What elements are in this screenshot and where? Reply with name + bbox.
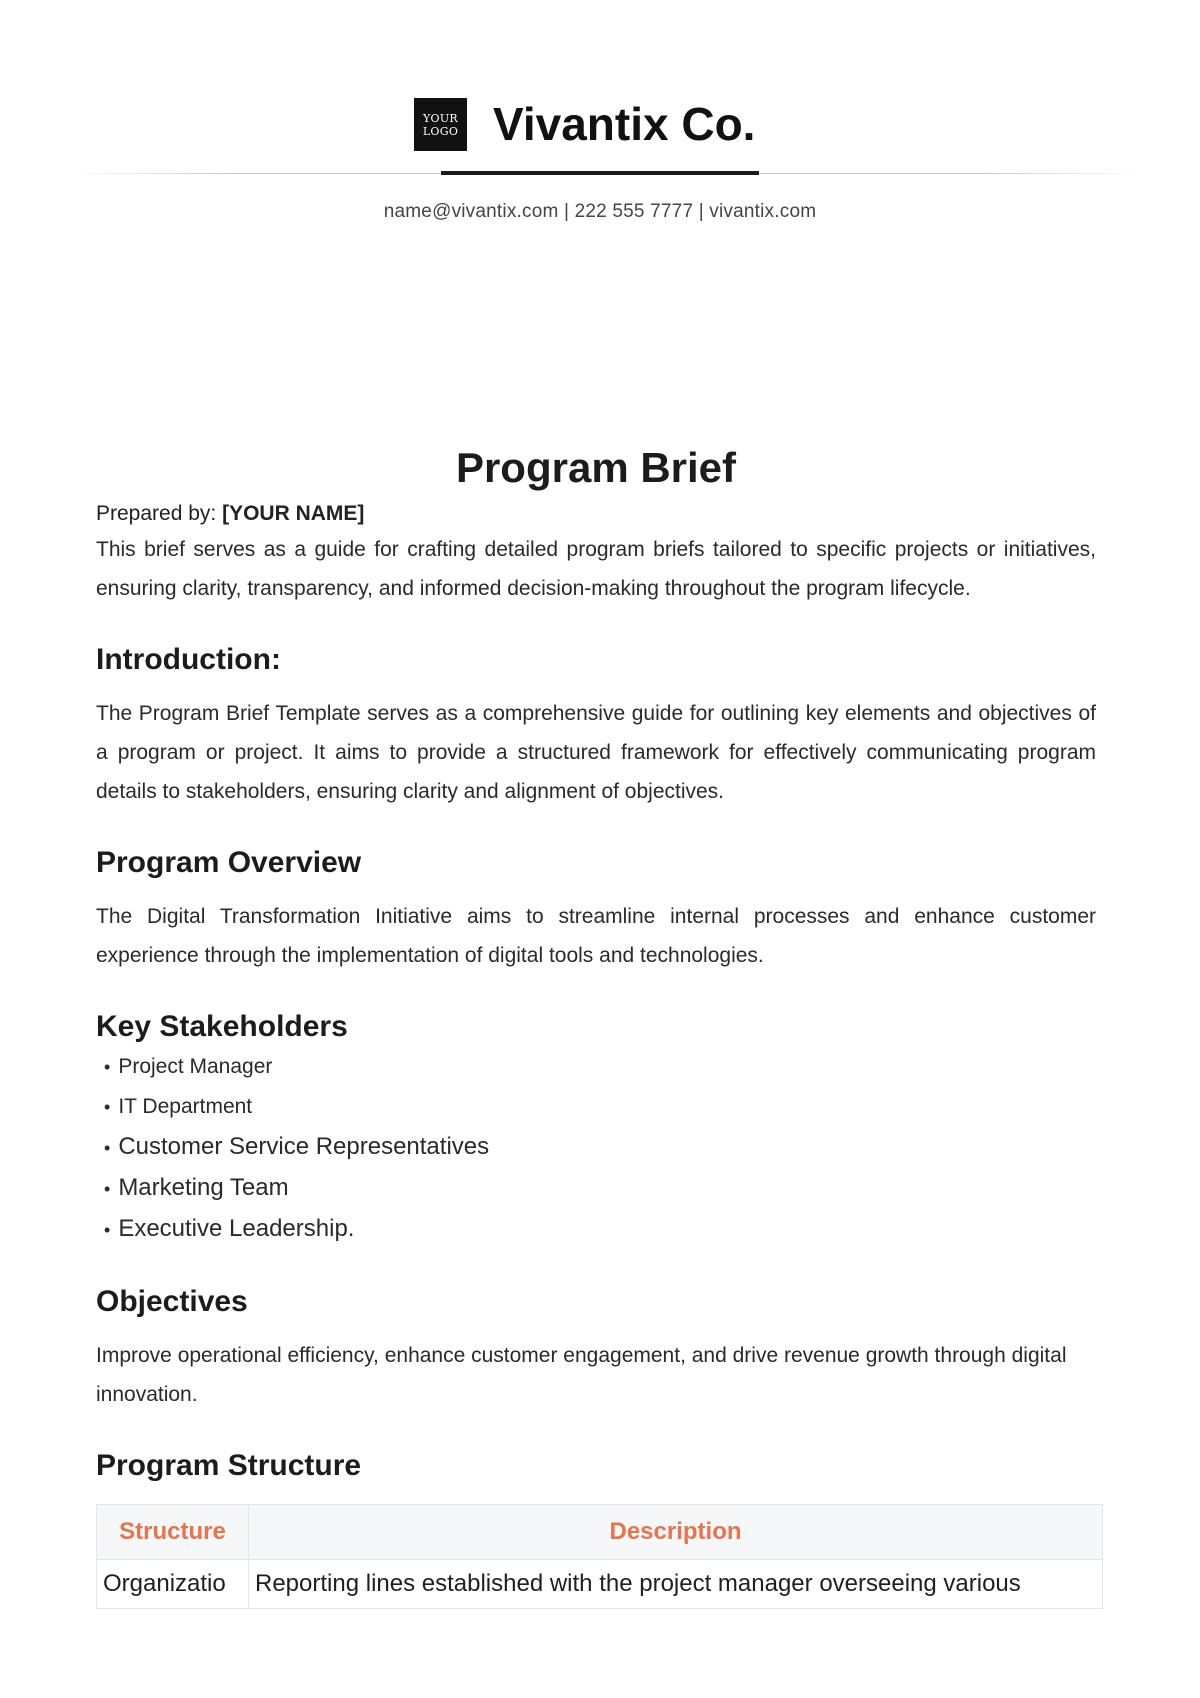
introduction-heading: Introduction: xyxy=(96,643,281,676)
bullet-icon: • xyxy=(104,1138,111,1158)
bullet-icon: • xyxy=(104,1179,111,1199)
logo-line-1: YOUR xyxy=(422,111,459,125)
stakeholder-label: Executive Leadership. xyxy=(118,1215,355,1242)
column-header-description: Description xyxy=(249,1505,1103,1560)
overview-heading: Program Overview xyxy=(96,846,362,879)
company-name: Vivantix Co. xyxy=(493,98,756,150)
bullet-icon: • xyxy=(104,1057,111,1077)
list-item xyxy=(104,1127,1096,1168)
table-cell-description: Reporting lines established with the project manager overseeing various xyxy=(249,1560,1103,1609)
objectives-heading: Objectives xyxy=(96,1285,248,1318)
table-row xyxy=(97,1560,1103,1609)
header-accent-bar xyxy=(441,171,759,175)
structure-table xyxy=(96,1504,1103,1609)
objectives-paragraph: Improve operational efficiency, enhance customer engagement, and drive revenue growth through digital innovation. xyxy=(96,1344,1067,1406)
letterhead xyxy=(0,90,1200,160)
bullet-icon: • xyxy=(104,1220,111,1240)
stakeholders-heading: Key Stakeholders xyxy=(96,1010,348,1043)
document-title: Program Brief xyxy=(455,444,737,491)
stakeholder-label: Marketing Team xyxy=(118,1174,289,1201)
summary-paragraph: This brief serves as a guide for crafting detailed program briefs tailored to specific projects or initiatives, ensuring clarity, transparency, and informed decision-making throughout the program lifecycle. xyxy=(96,538,1096,600)
bullet-icon: • xyxy=(104,1097,111,1117)
table-header-row xyxy=(97,1505,1103,1560)
prepared-by-label: Prepared by: xyxy=(96,502,217,525)
contact-line: name@vivantix.com | 222 555 7777 | vivantix.com xyxy=(383,201,817,222)
prepared-by-name: [YOUR NAME] xyxy=(222,502,365,525)
introduction-paragraph: The Program Brief Template serves as a comprehensive guide for outlining key elements and objectives of a program or project. It aims to provide a structured framework for effectively communicating program details to stakeholders, ensuring clarity and alignment of objectives. xyxy=(96,702,1096,803)
stakeholder-label: Customer Service Representatives xyxy=(118,1133,490,1160)
document-body xyxy=(96,438,1096,1609)
list-item xyxy=(104,1047,1096,1087)
logo-line-2: LOGO xyxy=(422,124,459,138)
structure-heading: Program Structure xyxy=(96,1449,362,1482)
list-item xyxy=(104,1087,1096,1127)
prepared-by xyxy=(96,498,1096,530)
column-header-structure: Structure xyxy=(97,1505,249,1560)
stakeholder-label: Project Manager xyxy=(118,1055,273,1078)
overview-paragraph: The Digital Transformation Initiative aims to streamline internal processes and enhance customer experience through the implementation of digital tools and technologies. xyxy=(96,905,1096,967)
list-item xyxy=(104,1209,1096,1250)
stakeholder-label: IT Department xyxy=(118,1095,253,1118)
list-item xyxy=(104,1168,1096,1209)
company-logo xyxy=(414,98,467,151)
stakeholders-list xyxy=(96,1047,1096,1250)
table-cell-structure: Organizatio xyxy=(97,1560,249,1609)
